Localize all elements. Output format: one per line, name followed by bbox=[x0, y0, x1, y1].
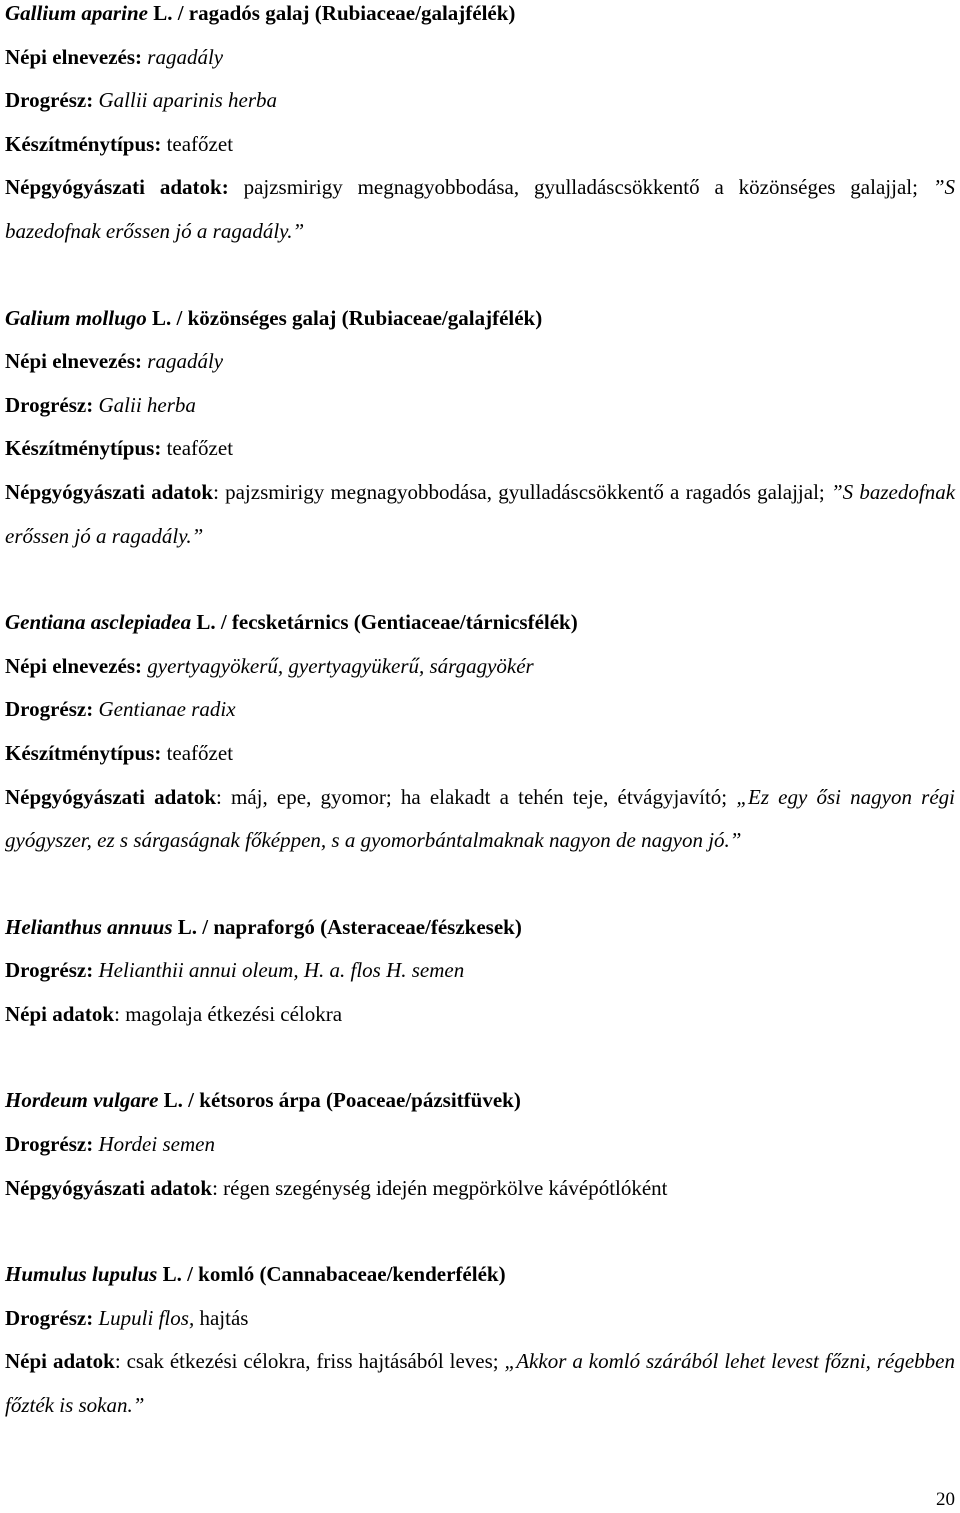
field-label: Népgyógyászati adatok: bbox=[5, 175, 229, 200]
field-extra: hajtás bbox=[194, 1305, 249, 1330]
title-rest: L. / kétsoros árpa (Poaceae/pázsitfüvek) bbox=[158, 1088, 521, 1113]
field-label: Népi elnevezés: bbox=[5, 653, 148, 678]
field-value: : csak étkezési célokra, friss hajtásából leves; bbox=[114, 1349, 505, 1374]
field-label: Népi elnevezés: bbox=[5, 349, 148, 374]
keszitmenytipus bbox=[5, 732, 955, 776]
field-label: Népi adatok bbox=[5, 1349, 115, 1374]
latin-name: Helianthus annuus bbox=[5, 914, 173, 939]
field-label: Készítménytípus: bbox=[5, 740, 167, 765]
field-label: Készítménytípus: bbox=[5, 436, 167, 461]
field-value: Galii herba bbox=[98, 392, 196, 417]
latin-name: Gallium aparine bbox=[5, 1, 148, 25]
title-rest: L. / ragadós galaj (Rubiaceae/galajfélék) bbox=[147, 1, 516, 25]
keszitmenytipus bbox=[5, 427, 955, 471]
field-value: pajzsmirigy megnagyobbodása, gyulladáscsökkentő a közönséges galajjal; bbox=[228, 175, 933, 200]
entry-gallium-aparine bbox=[5, 0, 955, 254]
drogresz bbox=[5, 1123, 955, 1167]
field-value: Hordei semen bbox=[98, 1132, 215, 1157]
nepgyogyaszati-adatok bbox=[5, 166, 955, 253]
entry-galium-mollugo bbox=[5, 297, 955, 559]
field-value: Gentianae radix bbox=[98, 697, 236, 722]
drogresz bbox=[5, 688, 955, 732]
entry-title bbox=[5, 1079, 955, 1123]
quote: ”S bazedofnak erőssen jó a ragadály.” bbox=[5, 175, 955, 243]
entry-title bbox=[5, 906, 955, 950]
latin-name: Gentiana asclepiadea bbox=[5, 610, 192, 635]
page-number: 20 bbox=[936, 1489, 955, 1510]
latin-name: Galium mollugo bbox=[5, 305, 147, 330]
drogresz bbox=[5, 79, 955, 123]
latin-name: Hordeum vulgare bbox=[5, 1088, 159, 1113]
title-rest: L. / napraforgó (Asteraceae/fészkesek) bbox=[172, 914, 522, 939]
quote: „Ez egy ősi nagyon régi gyógyszer, ez s sárgaságnak főképpen, s a gyomorbántalmaknak nagyon de nagyon jó.” bbox=[5, 784, 955, 853]
field-value: ragadály bbox=[147, 349, 224, 374]
field-value: : pajzsmirigy megnagyobbodása, gyulladáscsökkentő a ragadós galajjal; bbox=[213, 479, 831, 504]
field-value: Gallii aparinis herba bbox=[98, 88, 278, 113]
field-label: Népgyógyászati adatok bbox=[5, 479, 214, 504]
field-label: Drogrész: bbox=[5, 958, 99, 983]
entry-humulus-lupulus bbox=[5, 1253, 955, 1427]
entry-title bbox=[5, 601, 955, 645]
nepgyogyaszati-adatok bbox=[5, 471, 955, 558]
nepgyogyaszati-adatok bbox=[5, 1167, 955, 1211]
field-value: : máj, epe, gyomor; ha elakadt a tehén teje, étvágyjavító; bbox=[216, 784, 737, 809]
field-value: teafőzet bbox=[166, 131, 234, 156]
nepi-elnevezes bbox=[5, 36, 955, 80]
field-label: Készítménytípus: bbox=[5, 131, 167, 156]
entry-hordeum-vulgare bbox=[5, 1079, 955, 1210]
entry-gentiana-asclepiadea bbox=[5, 601, 955, 863]
field-value: : magolaja étkezési célokra bbox=[114, 1001, 343, 1026]
field-label: Népgyógyászati adatok bbox=[5, 784, 217, 809]
field-value: Helianthii annui oleum, H. a. flos H. semen bbox=[98, 958, 465, 983]
field-label: Drogrész: bbox=[5, 697, 99, 722]
field-value: teafőzet bbox=[166, 740, 234, 765]
field-value: Lupuli flos, bbox=[98, 1305, 195, 1330]
field-label: Drogrész: bbox=[5, 88, 99, 113]
keszitmenytipus bbox=[5, 123, 955, 167]
entry-helianthus-annuus bbox=[5, 906, 955, 1037]
field-label: Drogrész: bbox=[5, 1305, 99, 1330]
title-rest: L. / közönséges galaj (Rubiaceae/galajfélék) bbox=[146, 305, 543, 330]
entry-title bbox=[5, 0, 955, 36]
title-rest: L. / komló (Cannabaceae/kenderfélék) bbox=[157, 1262, 506, 1287]
nepi-adatok bbox=[5, 993, 955, 1037]
document-page bbox=[5, 0, 955, 1428]
nepi-adatok bbox=[5, 1340, 955, 1427]
nepgyogyaszati-adatok bbox=[5, 776, 955, 863]
nepi-elnevezes bbox=[5, 340, 955, 384]
field-value: ragadály bbox=[147, 44, 224, 69]
field-value: teafőzet bbox=[166, 436, 234, 461]
quote: ”S bazedofnak erőssen jó a ragadály.” bbox=[5, 479, 956, 548]
entry-title bbox=[5, 1253, 955, 1297]
field-label: Drogrész: bbox=[5, 392, 99, 417]
field-label: Népgyógyászati adatok bbox=[5, 1175, 213, 1200]
field-label: Népi adatok bbox=[5, 1001, 115, 1026]
drogresz bbox=[5, 949, 955, 993]
latin-name: Humulus lupulus bbox=[5, 1262, 158, 1287]
field-label: Drogrész: bbox=[5, 1132, 99, 1157]
entry-title bbox=[5, 297, 955, 341]
drogresz bbox=[5, 384, 955, 428]
field-value: : régen szegénység idején megpörkölve kávépótlóként bbox=[212, 1175, 668, 1200]
drogresz bbox=[5, 1297, 955, 1341]
nepi-elnevezes bbox=[5, 645, 955, 689]
quote: „Akkor a komló szárából lehet levest főzni, régebben főzték is sokan.” bbox=[5, 1349, 956, 1418]
field-value: gyertyagyökerű, gyertyagyükerű, sárgagyökér bbox=[147, 653, 534, 678]
title-rest: L. / fecsketárnics (Gentiaceae/tárnicsfélék) bbox=[191, 610, 578, 635]
field-label: Népi elnevezés: bbox=[5, 44, 148, 69]
